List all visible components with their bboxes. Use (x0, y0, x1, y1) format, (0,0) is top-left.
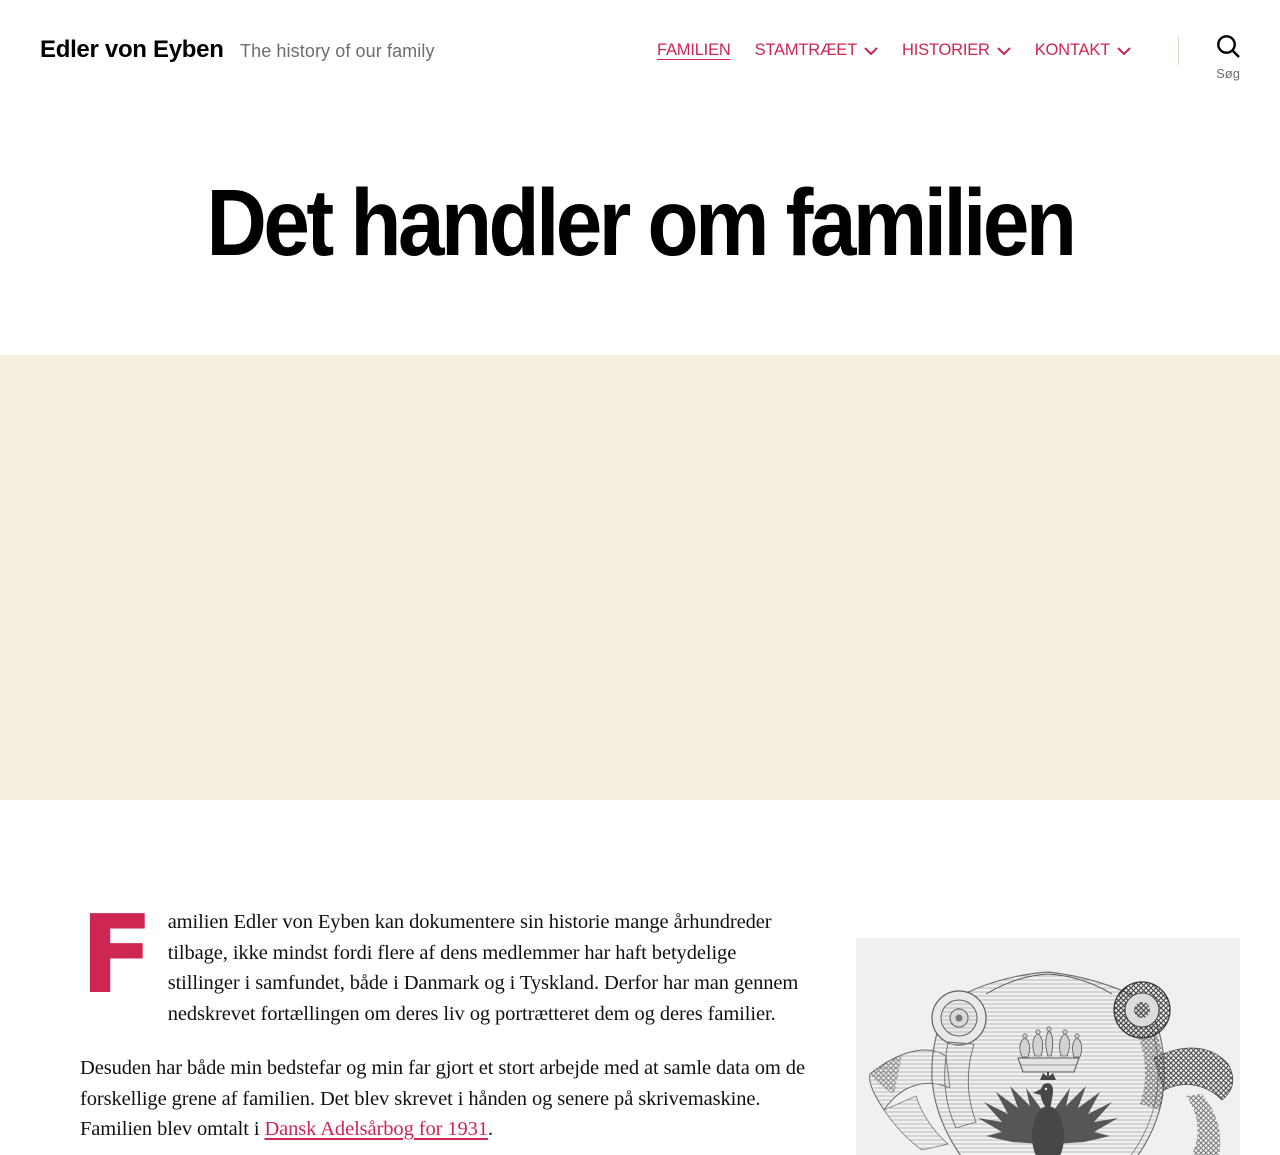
nav-item-historier[interactable] (902, 40, 1011, 61)
nav-item-stamtraeet[interactable] (755, 40, 878, 61)
nav-item-familien[interactable] (657, 41, 731, 60)
adelsaarbog-link[interactable]: Dansk Adelsårbog for 1931 (264, 1118, 488, 1141)
page-title: Det handler om familien (206, 170, 1074, 276)
article-paragraph (80, 1053, 812, 1145)
chevron-down-icon[interactable] (1117, 42, 1131, 61)
search-button[interactable] (1203, 33, 1253, 81)
article-paragraph (80, 893, 812, 1030)
site-title[interactable]: Edler von Eyben (40, 36, 224, 63)
search-icon (1215, 33, 1242, 63)
nav-item-label: HISTORIER (901, 41, 990, 59)
article-body (80, 893, 812, 1145)
search-label: Søg (1216, 66, 1240, 81)
article-section (0, 355, 1280, 1141)
chevron-down-icon[interactable] (864, 42, 878, 61)
chevron-down-icon[interactable] (997, 42, 1011, 61)
header-divider (1178, 37, 1179, 65)
nav-item-label: KONTAKT (1034, 41, 1111, 59)
site-tagline: The history of our family (240, 41, 435, 61)
nav-item-kontakt[interactable] (1035, 40, 1131, 61)
main-nav (657, 40, 1131, 61)
coat-of-arms-image (856, 938, 1240, 1155)
paragraph-text: amilien Edler von Eyben kan dokumentere sin historie mange århundreder tilbage, ikke mindst fordi flere af dens medlemmer har haft betydelige stillinger i samfundet, både i Danmark og i Tyskland. Derfor har man gennem nedskrevet fortællingen om deres liv og portrætteret dem og deres familier. (167, 911, 799, 1026)
paragraph-text: Desuden har både min bedstefar og min far gjort et stort arbejde med at samle data om de forskellige grene af familien. Det blev skrevet i hånden og senere på skrivemaskine. Familien blev omtalt i (80, 1056, 805, 1141)
paragraph-text: . (487, 1118, 494, 1141)
drop-cap: F (80, 893, 154, 1018)
nav-item-label: FAMILIEN (657, 41, 731, 59)
nav-item-label: STAMTRÆET (754, 41, 857, 59)
